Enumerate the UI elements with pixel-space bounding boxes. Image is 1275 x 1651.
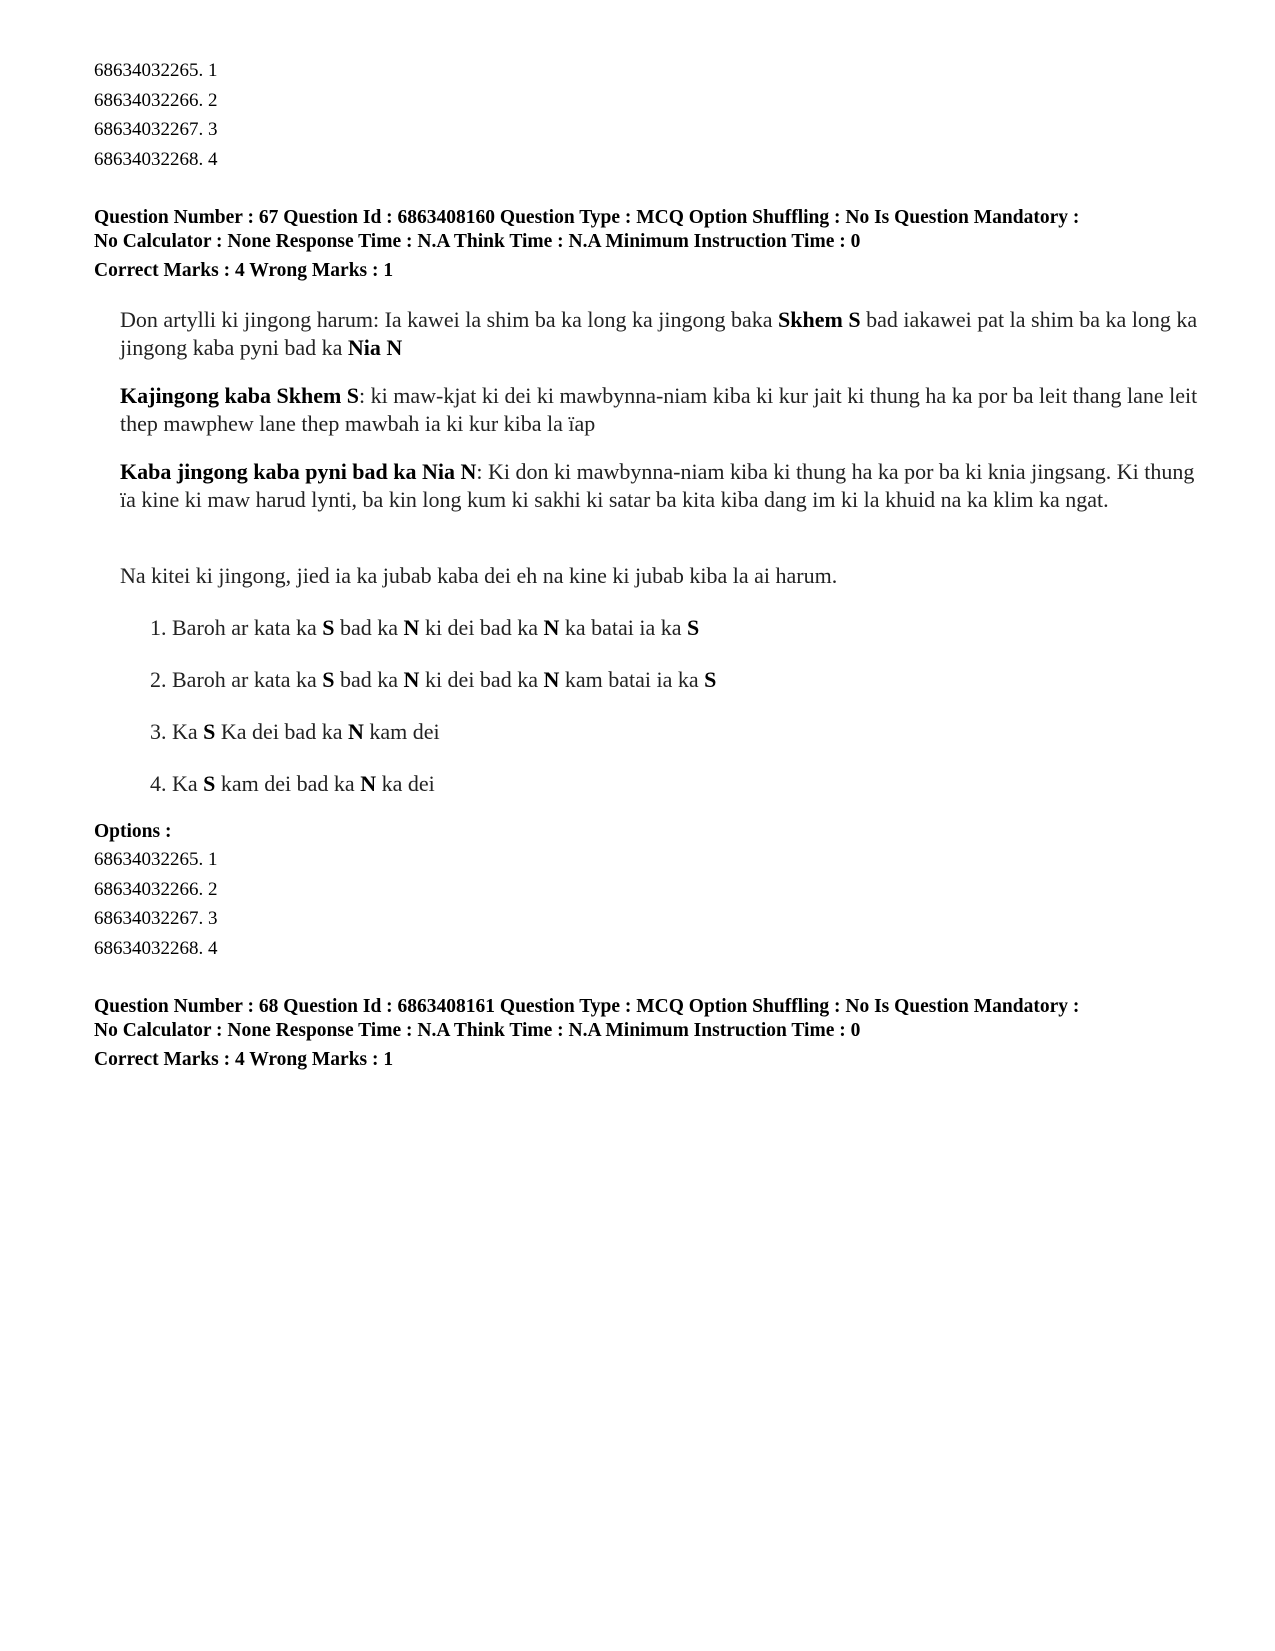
option-item: 68634032267. 3 (94, 908, 218, 929)
question-intro-paragraph: Don artylli ki jingong harum: Ia kawei la shim ba ka long ka jingong baka Skhem S bad iakawei pat la shim ba ka long ka jingong kaba pyni bad ka Nia N (120, 307, 1198, 360)
previous-options-list (94, 56, 218, 174)
question-instruction: Na kitei ki jingong, jied ia ka jubab kaba dei eh na kine ki jubab kiba la ai harum. (120, 563, 838, 588)
choice-4: 4. Ka S kam dei bad ka N ka dei (150, 771, 435, 796)
option-item: 68634032266. 2 (94, 89, 218, 111)
statement-n-paragraph: Kaba jingong kaba pyni bad ka Nia N: Ki don ki mawbynna-niam kiba ki thung ha ka por ba ki knia jingsang. Ki thung ïa kine ki maw harud lynti, ba kin long kum ki sakhi ki satar ba kita kiba dang im ki la khuid na ka klim ka ngat. (120, 459, 1195, 512)
question-meta-line2: No Calculator : None Response Time : N.A Think Time : N.A Minimum Instruction Time : 0 (94, 1020, 861, 1041)
option-item: 68634032268. 4 (94, 937, 218, 959)
question-meta-line2: No Calculator : None Response Time : N.A Think Time : N.A Minimum Instruction Time : 0 (94, 231, 861, 252)
question-67-body (120, 306, 1210, 362)
question-68-header (94, 995, 1204, 1072)
question-67-header (94, 206, 1204, 283)
question-marks: Correct Marks : 4 Wrong Marks : 1 (94, 260, 394, 281)
option-item: 68634032266. 2 (94, 878, 218, 900)
option-item: 68634032267. 3 (94, 119, 218, 140)
question-meta-line1: Question Number : 68 Question Id : 6863408161 Question Type : MCQ Option Shuffling : No Is Question Mandatory : (94, 996, 1080, 1017)
choice-1: 1. Baroh ar kata ka S bad ka N ki dei bad ka N ka batai ia ka S (150, 615, 700, 640)
question-marks: Correct Marks : 4 Wrong Marks : 1 (94, 1049, 394, 1070)
option-item: 68634032265. 1 (94, 60, 218, 81)
statement-s-paragraph: Kajingong kaba Skhem S: ki maw-kjat ki dei ki mawbynna-niam kiba ki kur jait ki thung ha ka por ba leit thang lane leit thep mawphew lane thep mawbah ia ki kur kiba la ïap (120, 383, 1198, 436)
choice-3: 3. Ka S Ka dei bad ka N kam dei (150, 719, 440, 744)
options-label: Options : (94, 821, 172, 842)
question-meta-line1: Question Number : 67 Question Id : 6863408160 Question Type : MCQ Option Shuffling : No Is Question Mandatory : (94, 207, 1080, 228)
question-67-options-list (94, 845, 218, 963)
option-item: 68634032268. 4 (94, 148, 218, 170)
choice-2: 2. Baroh ar kata ka S bad ka N ki dei bad ka N kam batai ia ka S (150, 667, 717, 692)
option-item: 68634032265. 1 (94, 849, 218, 870)
